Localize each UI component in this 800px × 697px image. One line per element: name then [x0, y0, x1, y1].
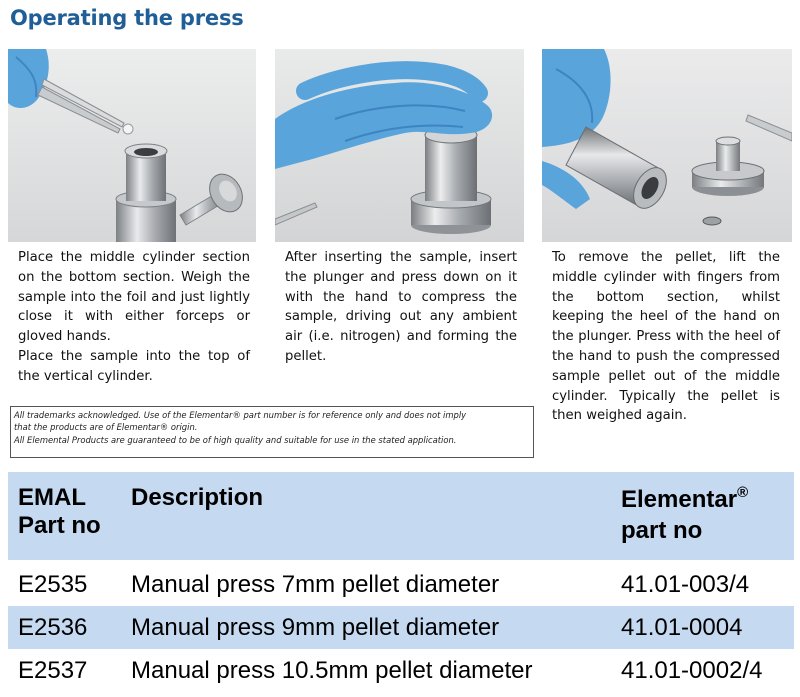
elementar-part-no-cell: 41.01-003/4 [621, 571, 750, 598]
photo-weigh-sample [8, 49, 256, 242]
header-elementar-line-2: part no [621, 517, 703, 544]
description-cell: Manual press 10.5mm pellet diameter [131, 657, 533, 684]
page-title: Operating the press [10, 6, 244, 30]
notice-line-2: that the products are of Elementar® origin. [14, 422, 198, 433]
header-description: Description [131, 484, 264, 511]
header-elementar-part-no [621, 486, 791, 545]
description-cell: Manual press 9mm pellet diameter [131, 614, 500, 641]
emal-part-no-cell: E2535 [18, 571, 88, 598]
table-row [8, 606, 794, 649]
notice-line-3: All Elemental Products are guaranteed to be of high quality and suitable for use in the stated application. [14, 434, 457, 445]
header-elementar-text: Elementar [621, 486, 738, 513]
notice-line-1: All trademarks acknowledged. Use of the Elementar® part number is for reference only and does not imply [14, 410, 467, 420]
step-3-paragraph-1: To remove the pellet, lift the middle cylinder with fingers from the bottom section, whilst keeping the heel of the hand on the plunger. Press with the heel of the hand to push the compressed sample pellet out of the middle cylinder. Typically the pellet is then weighed again. [552, 250, 780, 424]
emal-part-no-cell: E2537 [18, 657, 88, 684]
header-emal-part-no [18, 484, 123, 540]
trademark-notice [10, 406, 534, 458]
elementar-part-no-cell: 41.01-0004 [621, 614, 743, 641]
table-row [8, 563, 794, 606]
step-1-paragraph-1: Place the middle cylinder section on the bottom section. Weigh the sample into the foil and just lightly close it with either forceps or gloved hands. [18, 250, 250, 345]
step-1-paragraph-2: Place the sample into the top of the vertical cylinder. [18, 348, 250, 384]
table-row [8, 649, 794, 692]
registered-mark: ® [737, 484, 749, 501]
step-2-paragraph-1: After inserting the sample, insert the plunger and press down on it with the hand to compress the sample, driving out any ambient air (i.e. nitrogen) and forming the pellet. [285, 250, 517, 364]
header-elementar-line-1 [621, 486, 791, 517]
description-cell: Manual press 7mm pellet diameter [131, 571, 500, 598]
elementar-part-no-cell: 41.01-0002/4 [621, 657, 763, 684]
photo-weigh-sample-image [8, 49, 256, 242]
step-3-text [552, 248, 780, 426]
photo-remove-pellet [542, 49, 792, 242]
step-1-text [18, 248, 250, 387]
emal-part-no-cell: E2536 [18, 614, 88, 641]
photo-compress-sample [275, 49, 524, 242]
header-emal-line-2: Part no [18, 512, 101, 539]
photo-remove-pellet-image [542, 49, 792, 242]
photo-compress-sample-image [275, 49, 524, 242]
table-header-row [8, 472, 794, 560]
step-2-text [285, 248, 517, 367]
header-emal-line-1: EMAL [18, 484, 86, 511]
